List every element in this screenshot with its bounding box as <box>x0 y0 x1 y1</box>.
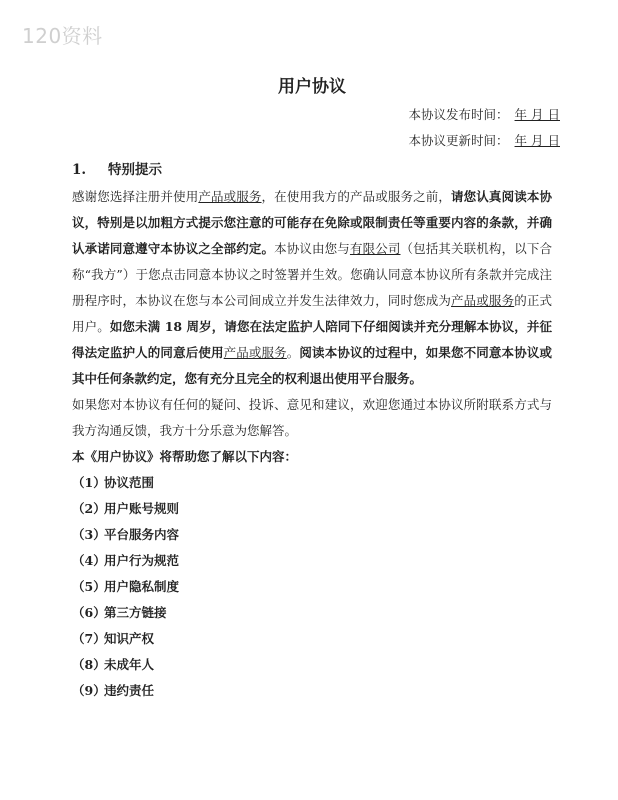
section-title: 特别提示 <box>108 162 162 178</box>
toc-item <box>72 496 552 522</box>
toc-item <box>72 574 552 600</box>
section-heading <box>72 156 552 184</box>
section-number: 1. <box>72 162 87 178</box>
bold-minor-notice: 如您未满 18 周岁，请您在法定监护人陪同下仔细阅读并充分理解本协议，并征得法定监护人的同意后使用 <box>72 319 552 360</box>
toc-list <box>72 470 552 704</box>
toc-index: （2） <box>72 501 106 516</box>
toc-label: 第三方链接 <box>104 605 167 620</box>
toc-item <box>72 548 552 574</box>
toc-index: （7） <box>72 631 106 646</box>
company-placeholder: 有限公司 <box>349 241 401 256</box>
toc-index: （8） <box>72 657 106 672</box>
toc-index: （9） <box>72 683 106 698</box>
toc-index: （6） <box>72 605 106 620</box>
watermark: 120资料 <box>22 24 103 48</box>
toc-intro: 本《用户协议》将帮助您了解以下内容： <box>72 449 298 464</box>
toc-label: 知识产权 <box>104 631 155 646</box>
toc-item <box>72 522 552 548</box>
para-text: 感谢您选择注册并使用 <box>72 189 199 204</box>
toc-index: （5） <box>72 579 106 594</box>
toc-label: 协议范围 <box>104 475 155 490</box>
product-placeholder: 产品或服务 <box>198 189 262 204</box>
toc-index: （1） <box>72 475 106 490</box>
bold-notice: 请您认真阅读本协议，特别是以加粗方式提示您注意的可能存在免除或限制责任等重要内容的条款，并确认承诺同意遵守本协议之全部约定。 <box>72 189 552 256</box>
toc-index: （4） <box>72 553 106 568</box>
para-text: 本协议由您与 <box>274 241 350 256</box>
update-date <box>72 128 560 154</box>
toc-label: 用户行为规范 <box>104 553 180 568</box>
para-text: 的正式用户。 <box>72 293 552 334</box>
toc-label: 违约责任 <box>104 683 155 698</box>
toc-label: 未成年人 <box>104 657 155 672</box>
publish-date-value: 年 月 日 <box>514 107 560 122</box>
toc-item <box>72 626 552 652</box>
toc-item <box>72 678 552 704</box>
document-title: 用户协议 <box>278 77 346 97</box>
para-text: （包括其关联机构，以下合称“我方”）于您点击同意本协议之时签署并生效。您确认同意本协议所有条款并完成注册程序时，本协议在您与本公司间成立并发生法律效力，同时您成为 <box>72 241 552 308</box>
toc-label: 平台服务内容 <box>104 527 180 542</box>
toc-item <box>72 600 552 626</box>
product-placeholder: 产品或服务 <box>223 345 287 360</box>
bold-exit-notice: 阅读本协议的过程中，如果您不同意本协议或其中任何条款约定，您有充分且完全的权利退出使用平台服务。 <box>72 345 552 386</box>
publish-date-label: 本协议发布时间： <box>408 107 509 122</box>
update-date-label: 本协议更新时间： <box>408 133 509 148</box>
contact-paragraph: 如果您对本协议有任何的疑问、投诉、意见和建议，欢迎您通过本协议所附联系方式与我方沟通反馈，我方十分乐意为您解答。 <box>72 397 552 438</box>
para-text: ，在使用我方的产品或服务之前， <box>261 189 452 204</box>
toc-index: （3） <box>72 527 106 542</box>
para-text: 。 <box>286 345 300 360</box>
document-page <box>72 72 560 704</box>
toc-item <box>72 652 552 678</box>
product-placeholder: 产品或服务 <box>451 293 515 308</box>
update-date-value: 年 月 日 <box>514 133 560 148</box>
special-notice-paragraph <box>72 184 552 392</box>
publish-date <box>72 102 560 128</box>
toc-item <box>72 470 552 496</box>
toc-label: 用户账号规则 <box>104 501 180 516</box>
toc-label: 用户隐私制度 <box>104 579 180 594</box>
